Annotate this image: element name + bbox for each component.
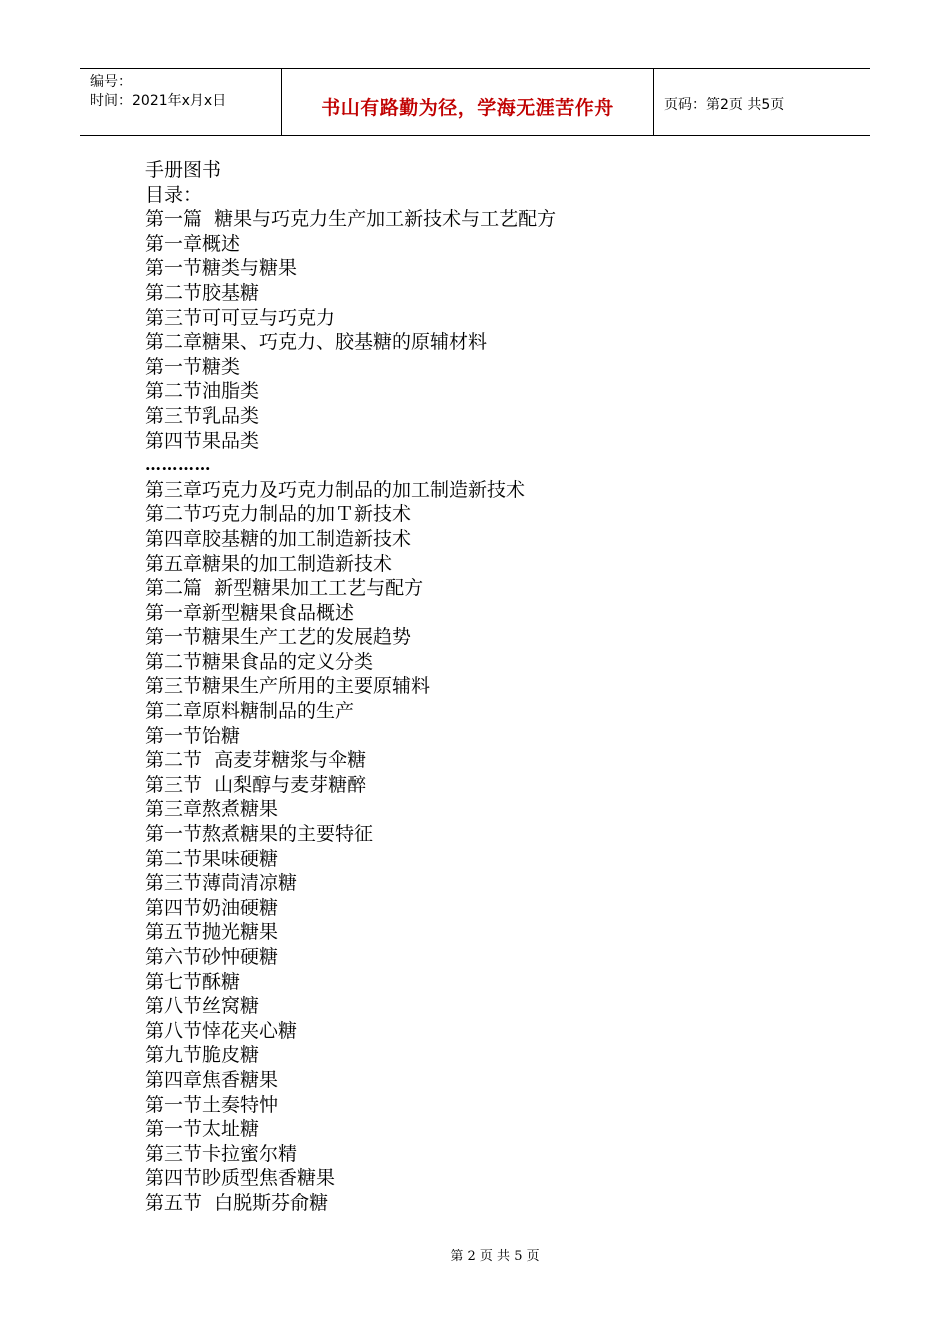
toc-line: 第四章焦香糖果 bbox=[145, 1068, 279, 1091]
toc-line: 第三节乳品类 bbox=[145, 404, 260, 427]
toc-line: 第八节悻花夹心糖 bbox=[145, 1019, 298, 1042]
toc-line: 手册图书 bbox=[145, 159, 222, 181]
toc-line: 第一章概述 bbox=[145, 232, 241, 255]
toc-line: 第二节 高麦芽糖浆与伞糖 bbox=[145, 749, 367, 772]
toc-line: 第一节饴糖 bbox=[145, 724, 241, 747]
header-time-label: 时间：2021年x月x日 bbox=[90, 93, 227, 109]
toc-line: 第二篇 新型糖果加工工艺与配方 bbox=[145, 577, 424, 600]
table-of-contents bbox=[145, 158, 845, 1216]
toc-line: 第四节果品类 bbox=[145, 429, 260, 452]
header-motto-cell bbox=[282, 69, 654, 135]
toc-line: 第三章熬煮糖果 bbox=[145, 798, 279, 821]
header-page-cell bbox=[654, 69, 870, 135]
toc-line: 目录： bbox=[145, 183, 203, 206]
header-number-label: 编号： bbox=[90, 74, 132, 90]
toc-line: 第二节糖果食品的定义分类 bbox=[145, 650, 374, 673]
header-meta-cell bbox=[80, 69, 282, 135]
header-motto: 书山有路勤为径，学海无涯苦作舟 bbox=[321, 96, 614, 119]
toc-line: 第二节胶基糖 bbox=[145, 281, 260, 304]
toc-line: 第五章糖果的加工制造新技术 bbox=[145, 552, 393, 575]
toc-line: 第四节眇质型焦香糖果 bbox=[145, 1167, 336, 1190]
toc-line: 第四节奶油硬糖 bbox=[145, 896, 279, 919]
toc-line: 第三节糖果生产所用的主要原辅料 bbox=[145, 675, 431, 698]
page-footer bbox=[0, 1245, 950, 1264]
toc-line: 第一章新型糖果食品概述 bbox=[145, 601, 355, 624]
toc-line: 第二节果味硬糖 bbox=[145, 847, 279, 870]
toc-line: 第二节巧克力制品的加Ｔ新技术 bbox=[145, 503, 412, 526]
toc-line: 第四章胶基糖的加工制造新技术 bbox=[145, 527, 412, 550]
header-page-info: 页码：第2页 共5页 bbox=[664, 96, 785, 113]
toc-line: 第二章糖果、巧克力、胶基糖的原辅材料 bbox=[145, 331, 488, 354]
toc-line: 第三节 山梨醇与麦芽糖醉 bbox=[145, 773, 367, 796]
toc-line: 第二节油脂类 bbox=[145, 380, 260, 403]
toc-line: 第二章原料糖制品的生产 bbox=[145, 700, 355, 723]
toc-line: 第九节脆皮糖 bbox=[145, 1044, 260, 1067]
toc-line: 第八节丝窝糖 bbox=[145, 995, 260, 1018]
toc-line: 第一节土奏特忡 bbox=[145, 1093, 279, 1116]
toc-line: 第一节熬煮糖果的主要特征 bbox=[145, 823, 374, 846]
toc-line: 第三章巧克力及巧克力制品的加工制造新技术 bbox=[145, 478, 526, 501]
toc-line: 第三节薄茼清凉糖 bbox=[145, 872, 298, 895]
toc-line: 第五节抛光糖果 bbox=[145, 921, 279, 944]
toc-ellipsis: ………… bbox=[145, 455, 211, 475]
toc-line: 第五节 白脱斯芬俞糖 bbox=[145, 1191, 329, 1214]
document-header bbox=[80, 68, 870, 136]
toc-line: 第三节卡拉蜜尔精 bbox=[145, 1142, 298, 1165]
toc-line: 第一节糖类 bbox=[145, 355, 241, 378]
footer-page-number: 第 2 页 共 5 页 bbox=[450, 1249, 540, 1264]
toc-line: 第六节砂忡硬糖 bbox=[145, 946, 279, 968]
toc-line: 第三节可可豆与巧克力 bbox=[145, 306, 336, 329]
toc-line: 第七节酥糖 bbox=[145, 970, 241, 993]
toc-line: 第一节太址糖 bbox=[145, 1118, 260, 1141]
toc-line: 第一节糖果生产工艺的发展趋势 bbox=[145, 626, 412, 649]
toc-line: 第一节糖类与糖果 bbox=[145, 257, 298, 280]
toc-line: 第一篇 糖果与巧克力生产加工新技术与工艺配方 bbox=[145, 208, 557, 231]
